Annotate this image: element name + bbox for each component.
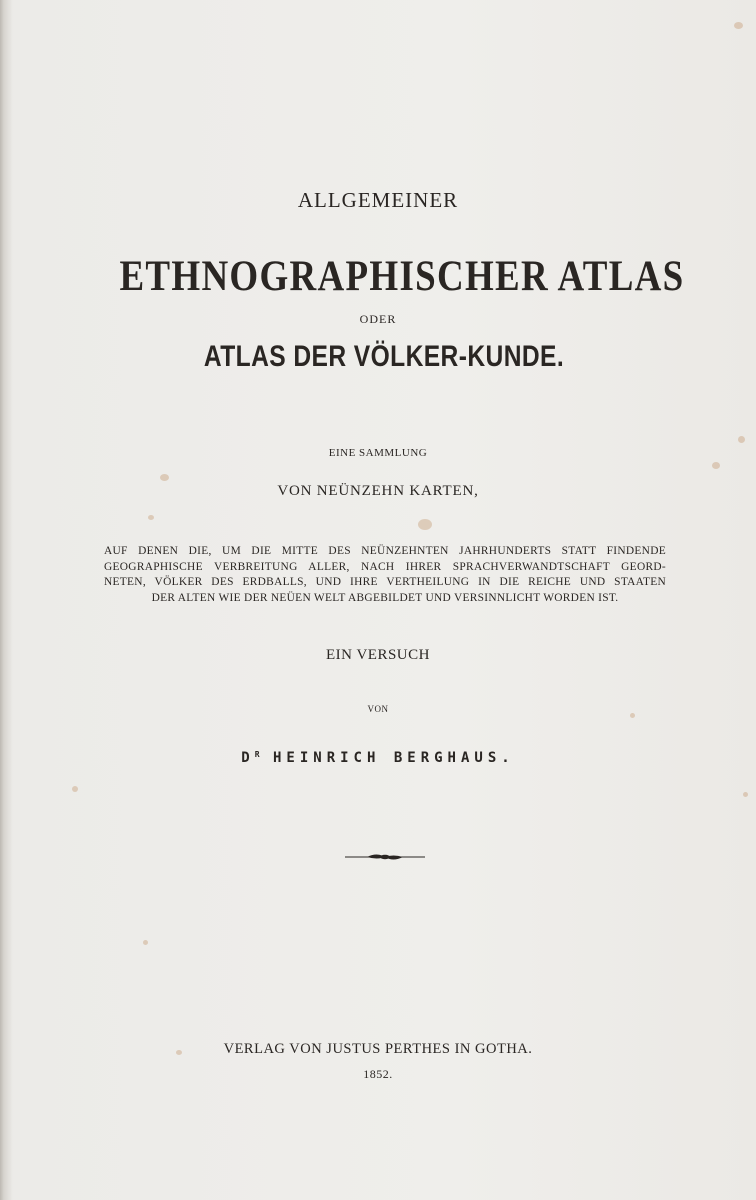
essay-line: EIN VERSUCH [326,647,430,663]
description-line: AUF DENEN DIE, UM DIE MITTE DES NEÜNZEHNTEN JAHRHUNDERTS STATT FINDENDE [104,545,666,557]
main-title: ETHNOGRAPHISCHER ATLAS [119,253,685,300]
foxing-spot [743,792,748,797]
author-prefix-superscript: R [254,750,260,759]
description-line: GEOGRAPHISCHE VERBREITUNG ALLER, NACH IHRER SPRACHVERWANDTSCHAFT GEORD- [104,560,666,573]
author-prefix: D [241,750,255,766]
foxing-spot [418,519,432,530]
collection-line: EINE SAMMLUNG [328,447,428,459]
foxing-spot [160,474,169,481]
foxing-spot [734,22,743,29]
description-line: DER ALTEN WIE DER NEÜEN WELT ABGEBILDET UND VERSINNLICHT WORDEN IST. [151,591,619,604]
author-name: HEINRICH BERGHAUS. [272,750,515,766]
ornament-divider-icon [345,850,425,864]
foxing-spot [148,515,154,520]
maps-count-line: VON NEÜNZEHN KARTEN, [277,483,479,499]
title-connector: ODER [359,312,397,326]
publisher-line: VERLAG VON JUSTUS PERTHES IN GOTHA. [223,1041,533,1057]
author-line [0,750,756,766]
foxing-spot [712,462,720,469]
description-paragraph [104,544,666,606]
foxing-spot [72,786,78,792]
subtitle: ATLAS DER VÖLKER-KUNDE. [203,340,565,373]
title-line-allgemeiner: ALLGEMEINER [297,188,459,212]
description-line: NETEN, VÖLKER DES ERDBALLS, UND IHRE VERTHEILUNG IN DIE REICHE UND STAATEN [104,576,666,588]
by-line: VON [367,704,389,714]
foxing-spot [738,436,745,443]
page-binding-edge [0,0,12,1200]
foxing-spot [143,940,148,945]
publication-year: 1852. [363,1067,393,1081]
